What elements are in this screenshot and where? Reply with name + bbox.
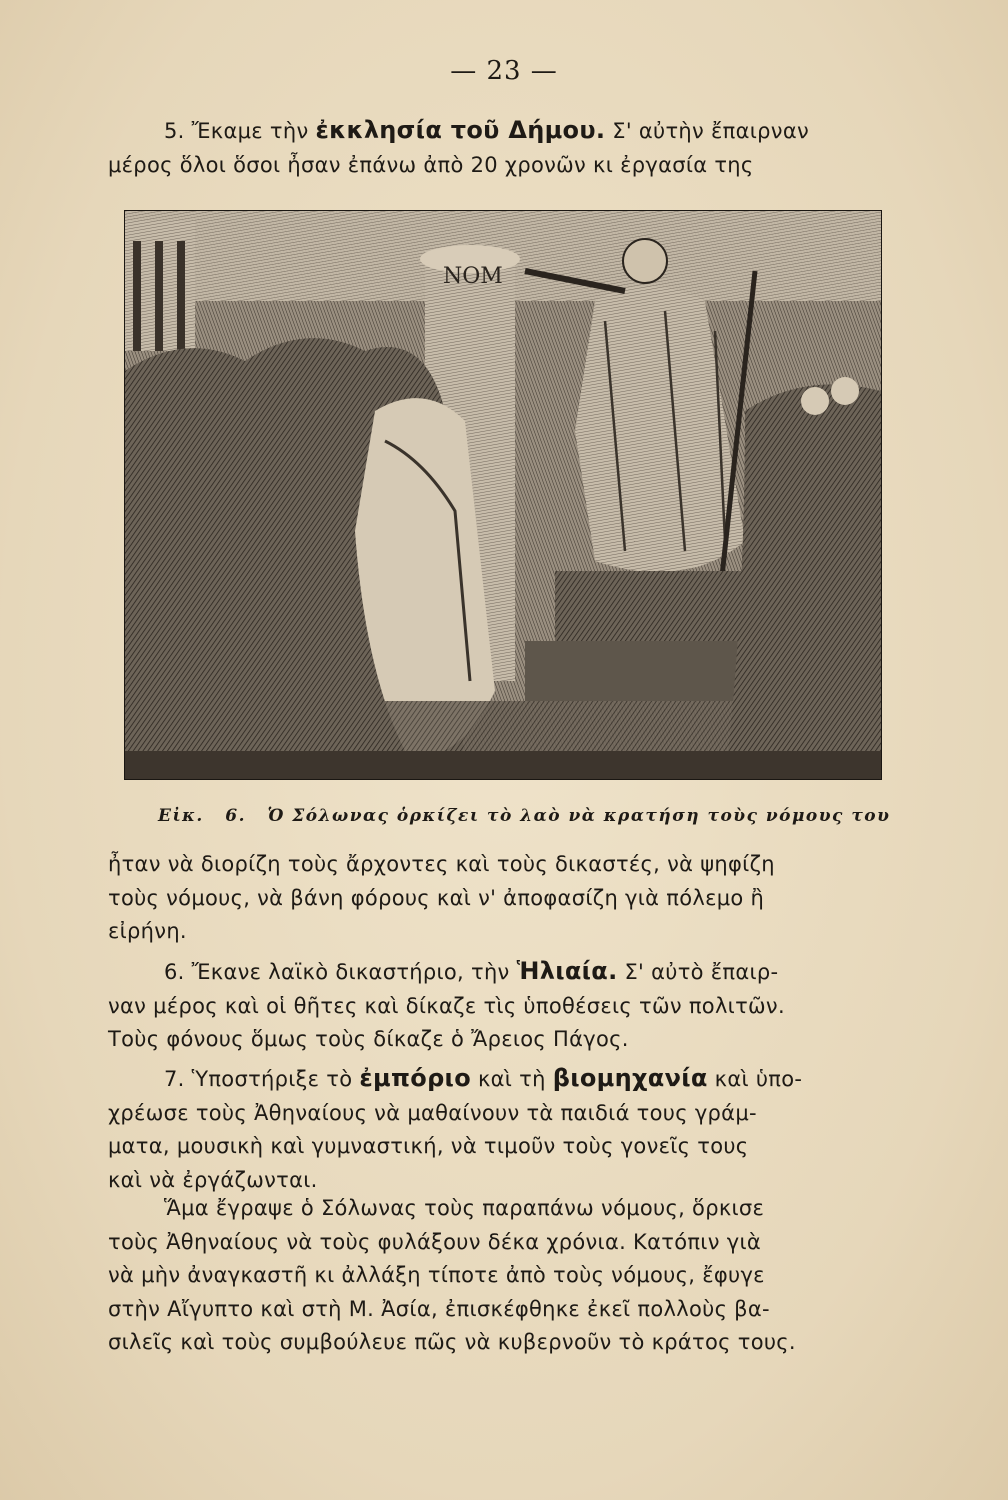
text-line: ματα, μουσικὴ καὶ γυμναστική, νὰ τιμοῦν τοὺς γονεῖς τους [108, 1134, 749, 1158]
paragraph-continuation [108, 848, 900, 949]
text-line: χρέωσε τοὺς Ἀθηναίους νὰ μαθαίνουν τὰ παιδιά τους γράμ- [108, 1100, 757, 1125]
text-line: 6. Ἔκανε λαϊκὸ δικαστήριο, τὴν Ἡλιαία. Σ' αὐτὸ ἔπαιρ- [164, 957, 779, 985]
text-line: ναν μέρος καὶ οἱ θῆτες καὶ δίκαζε τὶς ὑποθέσεις τῶν πολιτῶν. [108, 993, 785, 1018]
paragraph-heliaia [108, 955, 900, 1057]
text-line: νὰ μὴν ἀναγκαστῆ κι ἀλλάξη τίποτε ἀπὸ τοὺς νόμους, ἔφυγε [108, 1263, 765, 1287]
paragraph-ekklesia [108, 114, 900, 182]
text-line: καὶ νὰ ἐργάζωνται. [108, 1167, 318, 1192]
caption-label: Εἰκ. [158, 806, 204, 826]
text-line: τοὺς Ἀθηναίους νὰ τοὺς φυλάξουν δέκα χρόνια. Κατόπιν γιὰ [108, 1229, 761, 1254]
paragraph-closing [108, 1192, 900, 1360]
paragraph-trade [108, 1062, 900, 1197]
text-line: εἰρήνη. [108, 919, 187, 943]
text-line: 5. Ἔκαμε τὴν ἐκκλησία τοῦ Δήμου. Σ' αὐτὴν ἔπαιρναν [164, 116, 810, 144]
engraving-illustration [125, 211, 881, 779]
text-line: 7. Ὑποστήριξε τὸ ἐμπόριο καὶ τὴ βιομηχανία καὶ ὑπο- [164, 1064, 803, 1092]
caption-text: Ὁ Σόλωνας ὁρκίζει τὸ λαὸ νὰ κρατήση τοὺς νόμους του [267, 806, 891, 826]
figure-caption [158, 806, 891, 826]
nomoi-inscription: ΝΟΜ [443, 264, 503, 289]
solon-engraving [124, 210, 882, 780]
text-line: ἦταν νὰ διορίζη τοὺς ἄρχοντες καὶ τοὺς δικαστές, νὰ ψηφίζη [108, 852, 775, 876]
text-line: Ἅμα ἔγραψε ὁ Σόλωνας τοὺς παραπάνω νόμους, ὅρκισε [164, 1196, 765, 1220]
caption-number: 6. [225, 806, 247, 826]
text-line: μέρος ὅλοι ὅσοι ἦσαν ἐπάνω ἀπὸ 20 χρονῶν κι ἐργασία της [108, 152, 754, 177]
text-line: τοὺς νόμους, νὰ βάνη φόρους καὶ ν' ἀποφασίζη γιὰ πόλεμο ἢ [108, 885, 765, 910]
text-line: Τοὺς φόνους ὅμως τοὺς δίκαζε ὁ Ἄρειος Πάγος. [108, 1027, 629, 1051]
page-number: — 23 — [450, 56, 558, 86]
text-line: σιλεῖς καὶ τοὺς συμβούλευε πῶς νὰ κυβερνοῦν τὸ κράτος τους. [108, 1330, 796, 1354]
text-line: στὴν Αἴγυπτο καὶ στὴ Μ. Ἀσία, ἐπισκέφθηκε ἐκεῖ πολλοὺς βα- [108, 1296, 770, 1321]
